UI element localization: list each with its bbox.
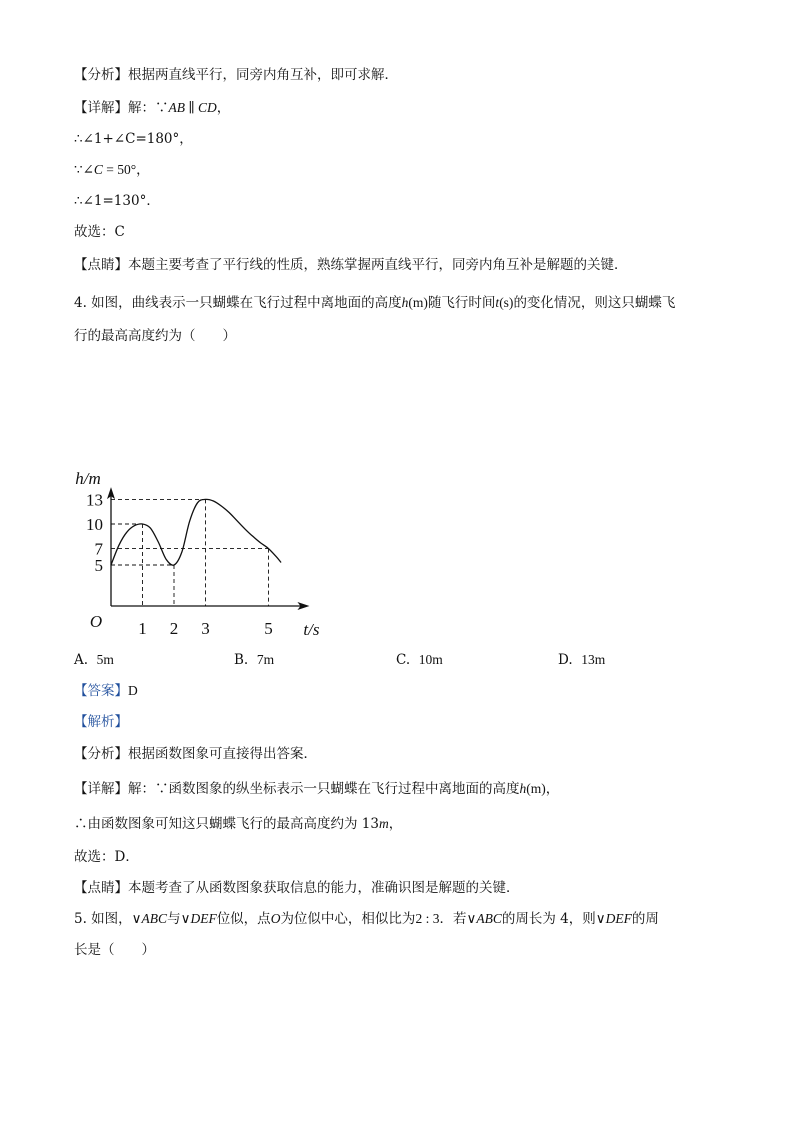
q5-tri4: ∨DEF [595,911,632,926]
option-letter: B. [234,652,249,668]
q5-ratio: 2 : 3 [415,911,440,926]
q4-choose: 故选：D． [74,849,139,865]
y-tick-label: 13 [86,490,103,510]
solution-tag: 【解析】 [74,714,128,730]
conclusion-unit: m [378,816,389,831]
comment-tag: 【点睛】 [74,880,128,896]
q5-stem-f: 的周长为 4，则 [501,911,596,927]
q5-stem-a: 5. 如图， [74,911,132,927]
q4-answer [74,682,138,700]
q5-stem-g: 的周 [631,911,659,927]
option-c[interactable] [396,651,443,669]
step2-prefix: ∵∠ [74,162,94,178]
q5-stem-e: ．若 [439,911,467,927]
q4-stem-b: 随飞行时间 [427,295,496,311]
detail-suffix: ， [216,100,231,116]
q4-stem [74,294,675,312]
option-d[interactable] [558,651,605,669]
option-a[interactable] [74,651,114,669]
q4-stem-tunit: (s) [499,295,514,310]
option-letter: A. [74,652,89,668]
q4-stem-hunit: (m) [408,295,428,310]
q3-step2 [74,161,150,179]
answer-tag: 【答案】 [74,683,128,699]
q3-step3: ∴∠1=130°． [74,193,160,209]
q3-step1: ∴∠1+∠C=180°， [74,131,193,147]
analysis-tag: 【分析】 [74,67,128,83]
q4-conclusion [74,815,402,833]
q5-tri1: ∨ABC [131,911,168,926]
axes [107,487,309,610]
comment-text: 本题考查了从函数图象获取信息的能力，准确识图是解题的关键． [128,880,520,896]
guide-lines [111,499,269,606]
y-tick-label: 5 [94,556,103,575]
x-tick-label: 2 [169,619,179,638]
analysis-text: 根据两直线平行，同旁内角互补，即可求解． [128,67,398,83]
x-tick-label: 1 [138,619,147,638]
option-letter: D. [558,652,573,668]
q4-stem-line2: 行的最高高度约为（ ） [74,328,236,344]
y-tick-label: 7 [94,539,103,559]
option-b[interactable] [234,651,274,669]
step2-suffix: = 50°， [102,162,150,177]
conclusion-suffix: ， [388,816,403,832]
q4-comment [74,879,520,897]
option-text: 5m [96,652,114,667]
origin-label: O [89,612,103,631]
detail-h: h [519,781,527,796]
q5-stem [74,910,659,928]
q4-solution-tag [74,713,128,731]
q5-stem-d: 为位似中心，相似比为 [280,911,416,927]
x-tick-label: 3 [201,619,210,638]
option-text: 10m [418,652,443,667]
q3-choose: 故选：C [74,224,125,240]
x-axis-label: t/s [303,620,320,639]
q4-stem-c: 的变化情况，则这只蝴蝶飞 [513,295,676,311]
y-tick-label: 10 [86,515,103,534]
detail-prefix: 解：∵ [128,100,169,116]
x-tick-label: 5 [264,619,273,638]
option-text: 13m [581,652,606,667]
detail-hunit: (m) [526,781,546,796]
option-letter: C. [396,652,411,668]
conclusion-text: ∴由函数图象可知这只蝴蝶飞行的最高高度约为 13 [74,816,379,832]
step2-math: C [93,162,103,177]
q5-stem-c: 位似，点 [216,911,271,927]
q5-point: O [270,911,281,926]
q3-comment [74,256,628,274]
comment-text: 本题主要考查了平行线的性质，熟练掌握两直线平行，同旁内角互补是解题的关键． [128,257,628,273]
analysis-text: 根据函数图象可直接得出答案． [128,746,317,762]
q3-analysis [74,66,398,84]
q3-detail [74,99,230,117]
q5-tri2: ∨DEF [180,911,217,926]
detail-tag: 【详解】 [74,100,128,116]
q4-analysis [74,745,317,763]
q4-stem-t: t [495,295,500,310]
y-axis-label: h/m [75,469,101,489]
detail-math: AB ∥ CD [168,100,217,115]
option-text: 7m [256,652,275,667]
q4-stem-a: 4. 如图，曲线表示一只蝴蝶在飞行过程中离地面的高度 [74,295,402,311]
answer-value: D [128,683,138,698]
q5-stem-b: 与 [167,911,181,927]
q4-stem-h: h [401,295,409,310]
height-time-graph [70,360,340,640]
comment-tag: 【点睛】 [74,257,128,273]
analysis-tag: 【分析】 [74,746,128,762]
detail-tag: 【详解】 [74,781,128,797]
q5-tri3: ∨ABC [466,911,502,926]
q5-stem-line2: 长是（ ） [74,942,155,958]
detail-suffix: ， [545,781,560,797]
detail-text: 解：∵函数图象的纵坐标表示一只蝴蝶在飞行过程中离地面的高度 [128,781,520,797]
height-curve [111,499,281,565]
q4-detail [74,780,559,798]
